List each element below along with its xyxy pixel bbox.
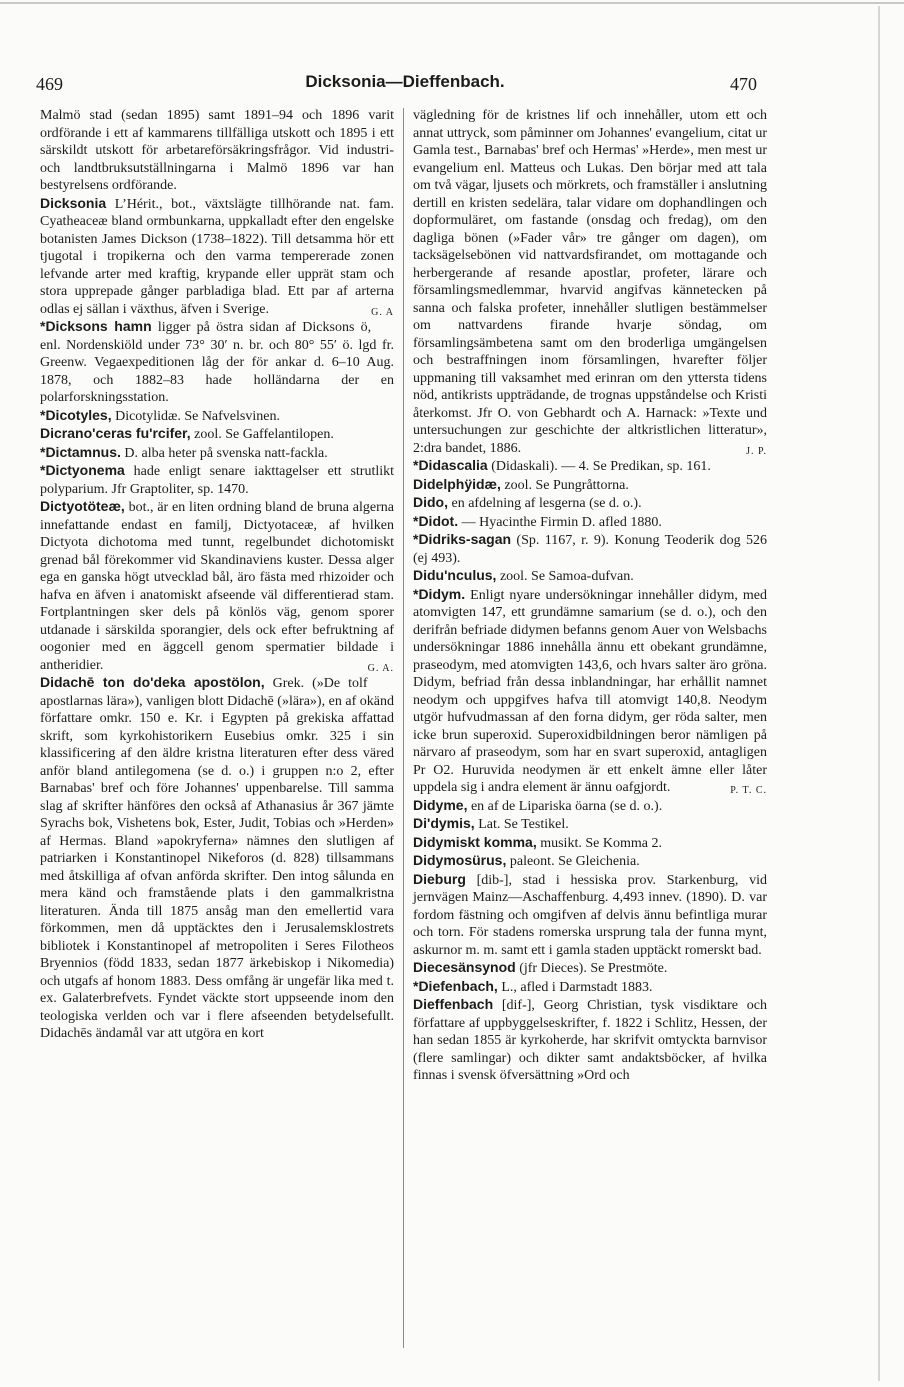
entry-headword: Di'dymis, xyxy=(413,815,475,831)
entry-text: bot., är en liten ordning bland de bruna algerna innefattande endast en familj, Dictyotaceæ, af hvilken Dictyota dichotoma med tunnt, regelbundet dichotomiskt grenad bål förekommer vid Skandinaviens kuster. Dessa alger ega en ganska högt utvecklad bål, äro fästa med rhizoider och hafva en äfven i anatomiskt afseende väl differentierad stam. Fortplantningen sker dels på könlös väg, genom sporer utdanade i särskilda sporangier, dels ock efter befruktning af oogonier med en äggcell genom spermatier bildade i antheridier. xyxy=(40,500,394,673)
entry-headword: Dicksonia xyxy=(40,194,107,211)
entry-dictamnus xyxy=(40,444,394,463)
entry-text: Lat. Se Testikel. xyxy=(474,817,569,832)
entry-headword: *Dicotyles, xyxy=(40,406,112,423)
entry-dicranoceras xyxy=(40,425,394,444)
entry-headword: *Didascalia xyxy=(413,457,488,473)
entry-text: [dif-], Georg Christian, tysk visdiktare och författare af uppbyggelseskrifter, f. 1822 i Schlitz, Hessen, der han sedan 1855 är kyrkoherde, har skrifvit omtyckta barnvisor (flere samlingar) och dikter samt andaktsböcker, af hvilka finnas i svensk öfversättning »Ord och xyxy=(413,998,767,1083)
entry-headword: Dicrano'ceras fu'rcifer, xyxy=(40,425,191,441)
entry-text: zool. Se Samoa-dufvan. xyxy=(496,569,634,584)
entry-text: L’Hérit., bot., växtslägte tillhörande nat. fam. Cyatheaceæ bland ormbunkarna, uppkalladt efter den engelske botanisten James Dickson (1738–1822). Till detsamma hör ett tjugotal i tropikerna och den varma tempererade zonen lefvande arter med kraftig, krypande eller upprät stam och stora upprepade gånger parbladiga blad. Ett par af arterna odlas ej sällan i växthus, äfven i Sverige. xyxy=(40,196,394,317)
entry-dido xyxy=(413,494,767,513)
entry-text: (Didaskali). — 4. Se Predikan, sp. 161. xyxy=(487,459,711,474)
entry-headword: Dieburg xyxy=(413,870,466,887)
entry-text: hade enligt senare iakttagelser ett strutlikt polyparium. Jfr Graptoliter, sp. 1470. xyxy=(40,464,394,497)
running-head: Dicksonia—Dieffenbach. xyxy=(305,72,505,91)
entry-dieburg xyxy=(413,871,767,960)
entry-diefenbach xyxy=(413,978,767,997)
entry-text: Grek. (»De tolf apostlarnas lära»), vanligen blott Didachē (»lära»), en af okänd författare omkr. 150 e. Kr. i Egypten på grekiska affattad skrift, som kyrkohistorikern Eusebius omkr. 325 i sin klassificering af den äldre kristna literaturen efter dess väred anför bland antilegomena (se d. o.) i gruppen n:o 2, efter Barnabas' bref och före Johannes' uppenbarelse. Till samma slag af skrifter hänföres den också af Athanasius år 367 jämte Syrachs bok, Vishetens bok, Ester, Judit, Tobias och »Herden» af Hermas. Bland »apokryferna» nämnes den slutligen af patriarken i Konstantinopel Nikeforos (d. 828) tillsammans med åtskilliga af ofvan anförda skrifter. Den intog sålunda en mera känd och framstående plats i den gammalkristna literaturen. Ända till 1875 ansåg man den emellertid vara förkommen, men då upptäcktes den i Jerusalemsklostrets bibliotek i Konstantinopel af metropoliten i Seres Filotheos Bryennios (född 1833, sedan 1877 ärkebiskop i Nikomedia) och utgafs af honom 1883. Dess omfång är ungefär lika med t. ex. Galaterbrefvets. Fyndet väckte stort uppseende inom den teologiska verlden och var i flere afseenden betydelsefullt. Didachēs ändamål var att utgöra en kort xyxy=(40,676,394,1041)
entry-text: zool. Se Gaffelantilopen. xyxy=(190,427,334,442)
column-left xyxy=(40,107,394,1043)
entry-didriks-sagan xyxy=(413,531,767,567)
entry-text: vägledning för de kristnes lif och innehåller, utom ett och annat uttryck, som påminner om Johannes' evangelium, citat ur Gamla test., Barnabas' bref och Hermas' »Herde», men mest ur evangelium enl. Matteus och Lukas. Den börjar med att tala om två vägar, ljusets och mörkrets, och framställer i anslutning dertill en kristen sedelära, talar vidare om dophandlingen och dopformuläret, om fastande (onsdag och fredag), om den dagliga bönen (»Fader vår» tre gånger om dagen), om tacksägelsebönen vid nattvardsfirandet, om mottagande och herbergerande af resande apostlar, profeter, lärare och församlingsmedlemmar, hvarvid angifvas kännetecken på sanna och falska profeter, innehåller slutligen bestämmelser om nattvardens firande hvarje söndag, om församlingsämbetena samt om den broderliga umgängelsen och bestraffningen inom församlingen, hvarefter följer uppmaning till vaksamhet med erinran om den yttersta tidens nöd, antikrists uppträdande, de trognas uppståndelse och Kristi återkomst. Jfr O. von Gebhardt och A. Harnack: »Texte und untersuchungen zur geschichte der altkristlichen litteratur», 2:dra bandet, 1886. xyxy=(413,108,767,456)
entry-dieffenbach xyxy=(413,996,767,1085)
entry-text: (jfr Dieces). Se Prestmöte. xyxy=(515,961,668,976)
column-right xyxy=(413,107,767,1085)
entry-text: L., afled i Darmstadt 1883. xyxy=(497,979,653,995)
right-margin-rule xyxy=(878,6,880,1381)
entry-text: en afdelning af lesgerna (se d. o.). xyxy=(448,496,642,511)
entry-didyme xyxy=(413,797,767,816)
entry-text: ligger på östra sidan af Dicksons ö, enl. Nordenskiöld under 73° 30′ n. br. och 80° 55′ ö. lgd fr. Greenw. Vegaexpeditionen låg der för ankar d. 6–10 Aug. 1878, och 1882–83 hade holländarna der en polarforskningsstation. xyxy=(40,320,394,405)
entry-didymosurus xyxy=(413,852,767,871)
page-number-right: 470 xyxy=(730,74,757,94)
page-number-left: 469 xyxy=(36,74,63,94)
entry-headword: Didelphÿidæ, xyxy=(413,475,501,492)
entry-headword: *Didot. xyxy=(413,512,459,529)
entry-headword: Didu'nculus, xyxy=(413,567,497,583)
entry-didascalia xyxy=(413,457,767,476)
entry-headword: Didymiskt komma, xyxy=(413,833,537,850)
entry-text: [dib-], stad i hessiska prov. Starkenburg, vid jernvägen Mainz—Aschaffenburg. 4,493 innev. (1890). D. var fordom fästning och omgifven af delvis ännu befintliga murar och torn. För stadens romerska ursprung tala der funna mynt, askurnor m. m. samt ett i gamla staden upptäckt romerskt bad. xyxy=(413,872,767,958)
entry-text: zool. Se Pungråttorna. xyxy=(500,477,629,493)
entry-diecesansynod xyxy=(413,959,767,978)
entry-text: (Sp. 1167, r. 9). Konung Teoderik dog 526 (ej 493). xyxy=(413,533,767,566)
entry-signature: G. A. xyxy=(367,662,394,674)
continued-paragraph: Malmö stad (sedan 1895) samt 1891–94 och 1896 varit ordförande i ett af kammarens tillfälliga utskott och 1895 i ett särskildt utskott för arbetareförsäkringsfrågor. Vid industri- och landtbruksutställningarna i Malmö 1896 var han bestyrelsens ordförande. xyxy=(40,108,394,193)
entry-didymis xyxy=(413,815,767,834)
entry-dictyonema xyxy=(40,462,394,498)
entry-didym xyxy=(413,586,767,797)
entry-headword: *Didym. xyxy=(413,585,466,602)
entry-text: en af de Lipariska öarna (se d. o.). xyxy=(467,798,663,814)
entry-dicotyles xyxy=(40,407,394,426)
entry-text: Enligt nyare undersökningar innehåller didym, med atomvigten 147, ett grundämne samarium (se d. o.), och den derifrån befriade didymen befanns genom Auer von Welsbachs undersökningar 1886 innehålla ännu ett obekant grundämne, praseodym, med atomvigten 143,6, och hvars salter äro gröna. Didym, befriad från dessa inblandningar, har erhållit namnet neodym och uppgifves hafva till atomvigt 140,8. Neodym utgör hufvudmassan af den forna didym, ger röda salter, men icke brun superoxid. Superoxidbildningen beror nämligen på närvaro af praseodym, som har en svart superoxid, antagligen Pr O2. Huruvida neodymen är ett enkelt ämne eller låter uppdela sig i andra element är ännu oafgjordt. xyxy=(413,587,767,795)
entry-headword: *Diefenbach, xyxy=(413,977,498,994)
entry-headword: *Dictyonema xyxy=(40,462,125,478)
entry-headword: *Dicksons hamn xyxy=(40,318,152,334)
entry-didache xyxy=(40,674,394,1043)
entry-text: — Hyacinthe Firmin D. afled 1880. xyxy=(458,514,662,530)
entry-headword: Dictyotöteæ, xyxy=(40,498,125,514)
entry-signature: J. P. xyxy=(746,445,767,457)
entry-didelphyidae xyxy=(413,476,767,495)
entry-headword: Dieffenbach xyxy=(413,996,494,1012)
column-divider xyxy=(403,108,404,1348)
entry-didymiskt-komma xyxy=(413,834,767,853)
entry-didot xyxy=(413,513,767,532)
entry-signature: P. T. C. xyxy=(730,785,767,796)
top-border-rule xyxy=(0,2,904,4)
entry-text: D. alba heter på svenska natt-fackla. xyxy=(120,445,328,461)
entry-text: paleont. Se Gleichenia. xyxy=(506,854,640,869)
entry-headword: *Didriks-sagan xyxy=(413,531,512,547)
entry-didunculus xyxy=(413,567,767,586)
entry-headword: Diecesänsynod xyxy=(413,959,516,975)
entry-headword: Didymosürus, xyxy=(413,852,507,868)
entry-headword: Didyme, xyxy=(413,796,468,813)
continued-paragraph xyxy=(413,107,767,457)
entry-text: Dicotylidæ. Se Nafvelsvinen. xyxy=(111,408,280,424)
entry-headword: *Dictamnus. xyxy=(40,443,121,460)
entry-headword: Dido, xyxy=(413,494,448,510)
entry-dictyoteae xyxy=(40,498,394,674)
entry-dicksons-hamn xyxy=(40,318,394,407)
entry-text: musikt. Se Komma 2. xyxy=(536,835,662,851)
entry-headword: Didachē ton do'deka apostölon, xyxy=(40,674,265,690)
entry-dicksonia xyxy=(40,195,394,319)
entry-signature: G. A xyxy=(371,306,394,318)
